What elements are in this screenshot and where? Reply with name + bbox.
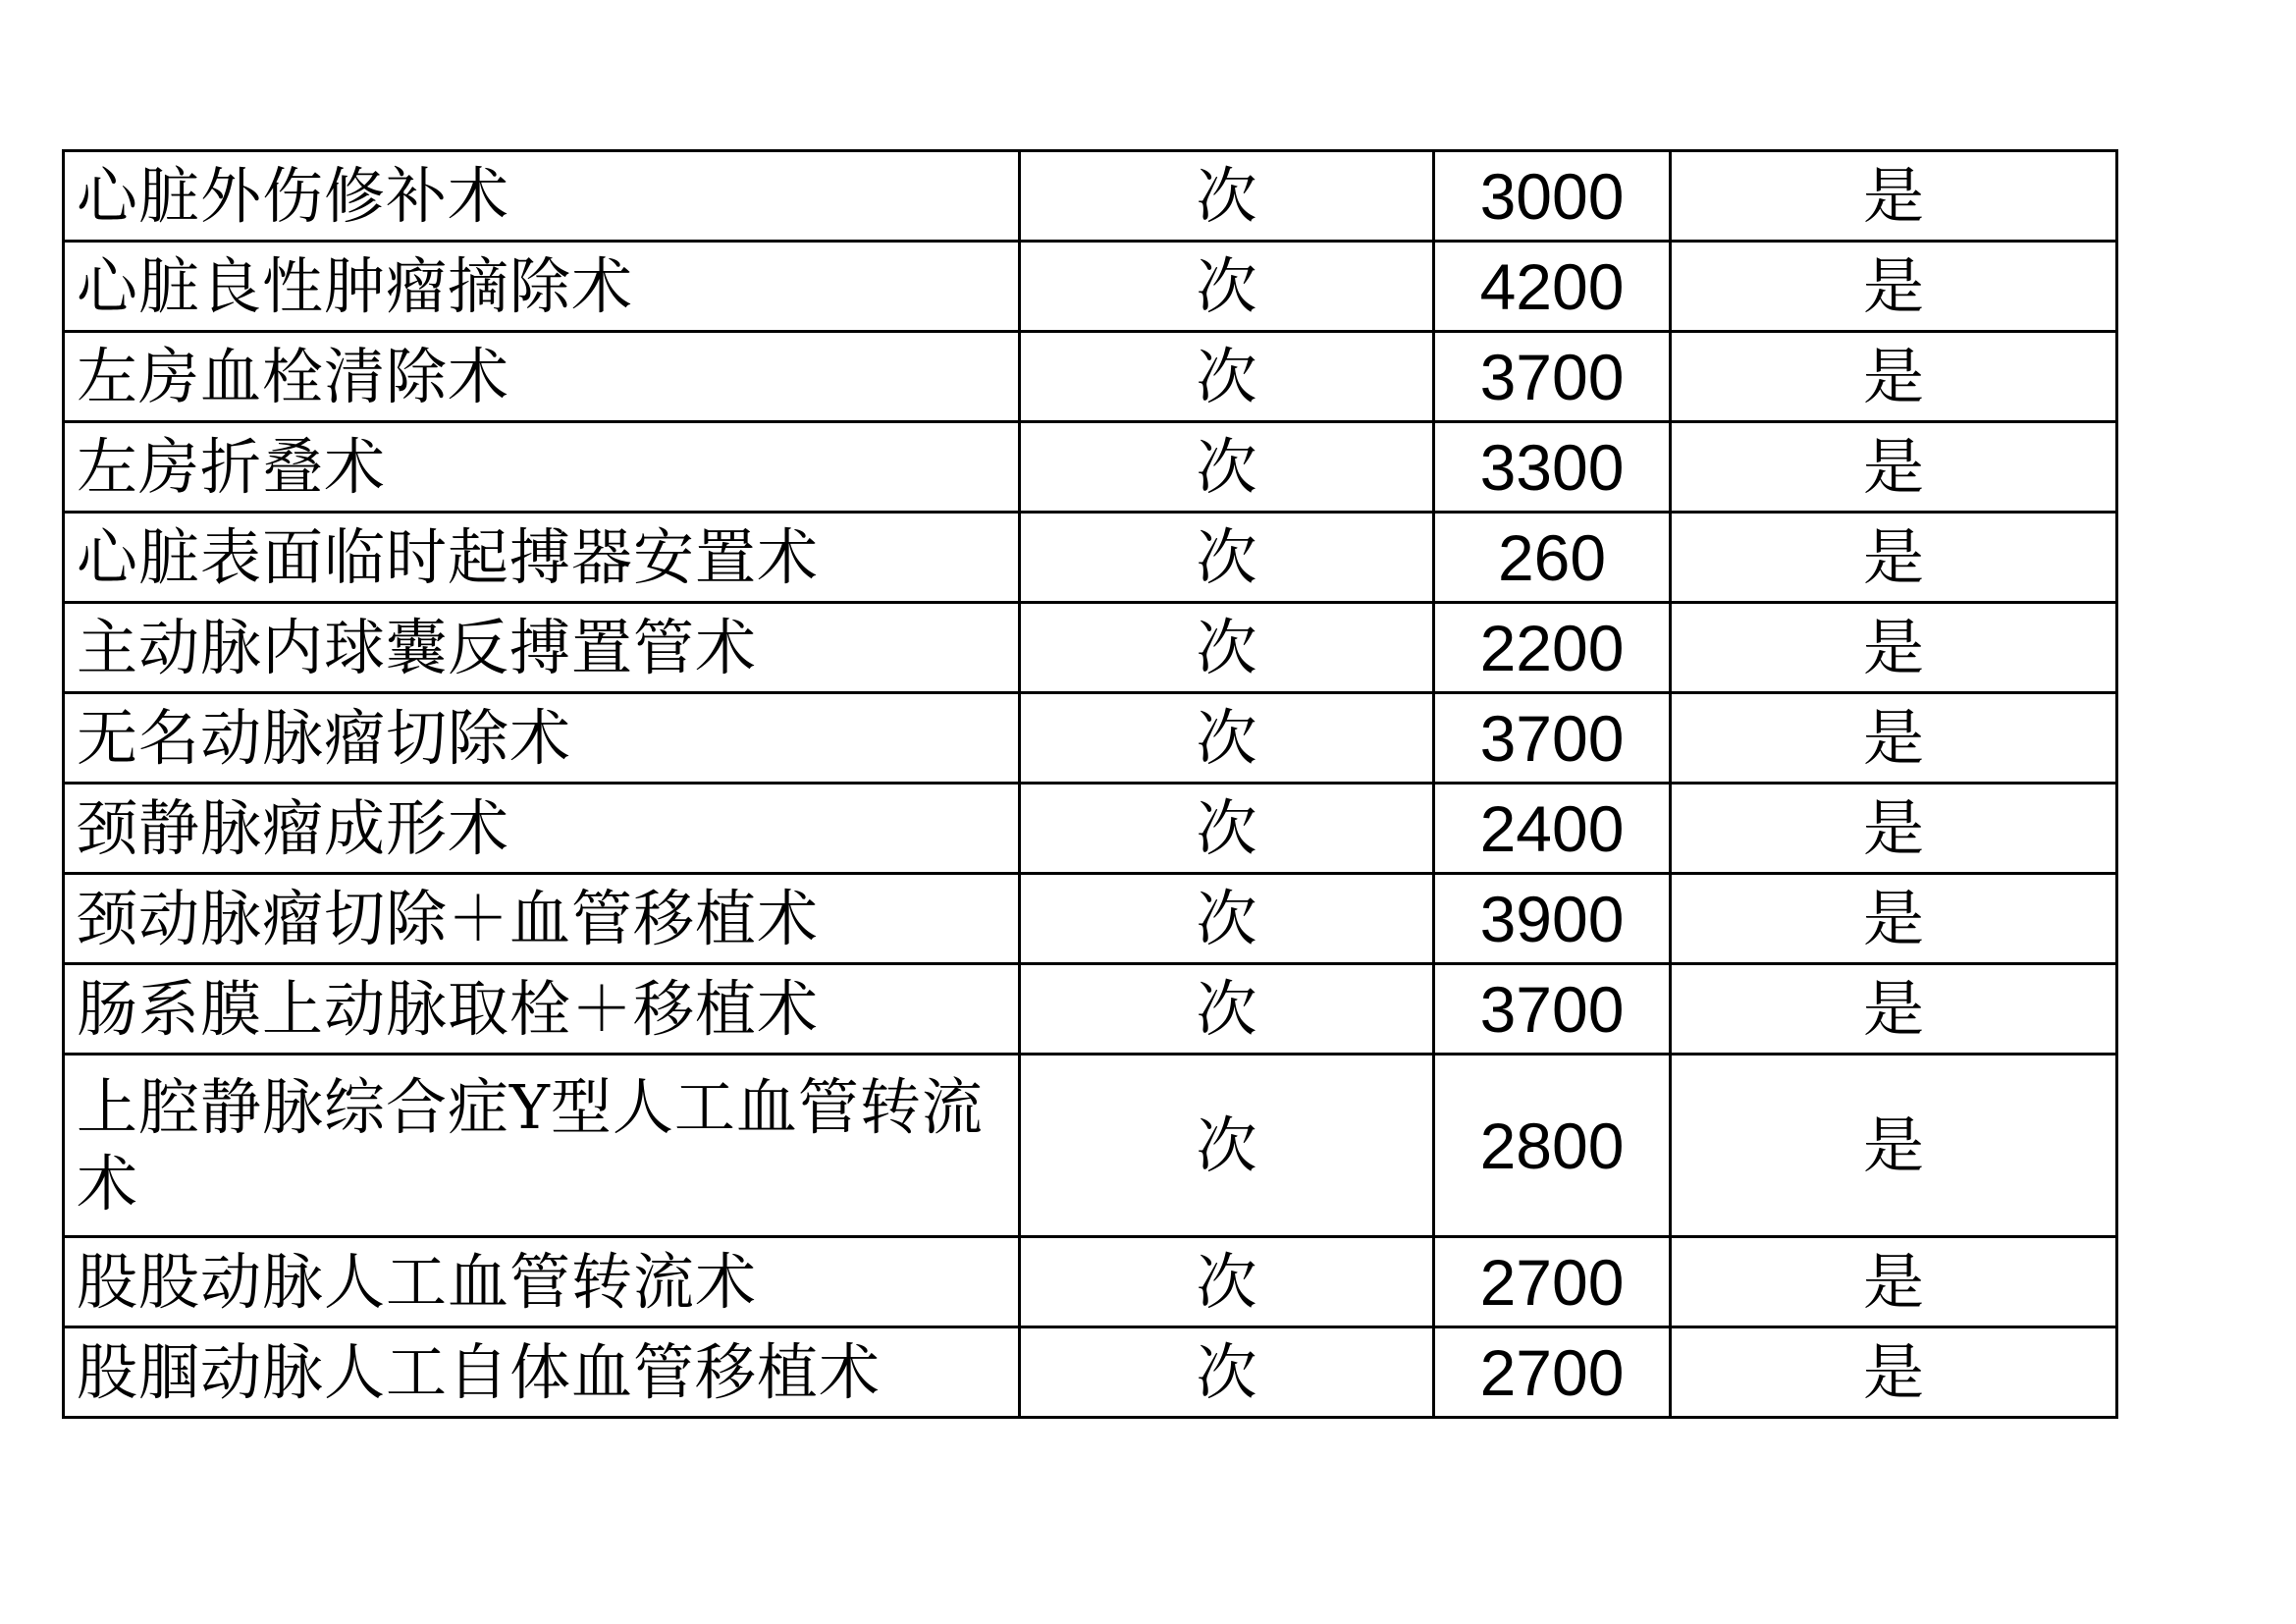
- flag-cell: 是: [1671, 784, 2117, 874]
- procedure-name-cell: 心脏表面临时起搏器安置术: [64, 513, 1020, 603]
- unit-cell: 次: [1020, 513, 1434, 603]
- unit-cell: 次: [1020, 1327, 1434, 1418]
- flag-cell: 是: [1671, 603, 2117, 693]
- table-row: [64, 1055, 2117, 1237]
- table-row: [64, 1237, 2117, 1327]
- table-row: [64, 1327, 2117, 1418]
- flag-cell: 是: [1671, 1237, 2117, 1327]
- unit-cell: 次: [1020, 1237, 1434, 1327]
- table-row: [64, 332, 2117, 422]
- procedure-name-cell: 无名动脉瘤切除术: [64, 693, 1020, 784]
- price-cell: 260: [1434, 513, 1671, 603]
- flag-cell: 是: [1671, 422, 2117, 513]
- price-cell: 2400: [1434, 784, 1671, 874]
- procedure-name-cell: 股股动脉人工血管转流术: [64, 1237, 1020, 1327]
- table-row: [64, 784, 2117, 874]
- flag-cell: 是: [1671, 151, 2117, 242]
- table-row: [64, 693, 2117, 784]
- price-cell: 3700: [1434, 693, 1671, 784]
- unit-cell: 次: [1020, 693, 1434, 784]
- price-cell: 3700: [1434, 964, 1671, 1055]
- procedure-name-cell: 左房血栓清除术: [64, 332, 1020, 422]
- price-cell: 3000: [1434, 151, 1671, 242]
- unit-cell: 次: [1020, 964, 1434, 1055]
- unit-cell: 次: [1020, 784, 1434, 874]
- table-row: [64, 874, 2117, 964]
- procedure-name-cell: 心脏良性肿瘤摘除术: [64, 242, 1020, 332]
- price-cell: 4200: [1434, 242, 1671, 332]
- price-cell: 2700: [1434, 1237, 1671, 1327]
- table-row: [64, 242, 2117, 332]
- unit-cell: 次: [1020, 603, 1434, 693]
- table-row: [64, 151, 2117, 242]
- unit-cell: 次: [1020, 874, 1434, 964]
- table-row: [64, 513, 2117, 603]
- price-cell: 3700: [1434, 332, 1671, 422]
- price-cell: 2800: [1434, 1055, 1671, 1237]
- price-cell: 3300: [1434, 422, 1671, 513]
- fee-table: [62, 149, 2118, 1419]
- procedure-name-cell: 主动脉内球囊反搏置管术: [64, 603, 1020, 693]
- flag-cell: 是: [1671, 1055, 2117, 1237]
- procedure-name-cell: 心脏外伤修补术: [64, 151, 1020, 242]
- price-cell: 2200: [1434, 603, 1671, 693]
- unit-cell: 次: [1020, 151, 1434, 242]
- flag-cell: 是: [1671, 332, 2117, 422]
- flag-cell: 是: [1671, 242, 2117, 332]
- procedure-name-cell: 肠系膜上动脉取栓＋移植术: [64, 964, 1020, 1055]
- procedure-name-cell: 左房折叠术: [64, 422, 1020, 513]
- price-cell: 2700: [1434, 1327, 1671, 1418]
- flag-cell: 是: [1671, 693, 2117, 784]
- procedure-name-cell: 颈动脉瘤切除＋血管移植术: [64, 874, 1020, 964]
- procedure-name-cell: 颈静脉瘤成形术: [64, 784, 1020, 874]
- flag-cell: 是: [1671, 1327, 2117, 1418]
- unit-cell: 次: [1020, 242, 1434, 332]
- flag-cell: 是: [1671, 964, 2117, 1055]
- unit-cell: 次: [1020, 422, 1434, 513]
- flag-cell: 是: [1671, 513, 2117, 603]
- procedure-name-cell: 股腘动脉人工自体血管移植术: [64, 1327, 1020, 1418]
- table-row: [64, 603, 2117, 693]
- procedure-name-cell: 上腔静脉综合症Y型人工血管转流术: [64, 1055, 1020, 1237]
- table-row: [64, 964, 2117, 1055]
- price-cell: 3900: [1434, 874, 1671, 964]
- unit-cell: 次: [1020, 332, 1434, 422]
- unit-cell: 次: [1020, 1055, 1434, 1237]
- flag-cell: 是: [1671, 874, 2117, 964]
- table-row: [64, 422, 2117, 513]
